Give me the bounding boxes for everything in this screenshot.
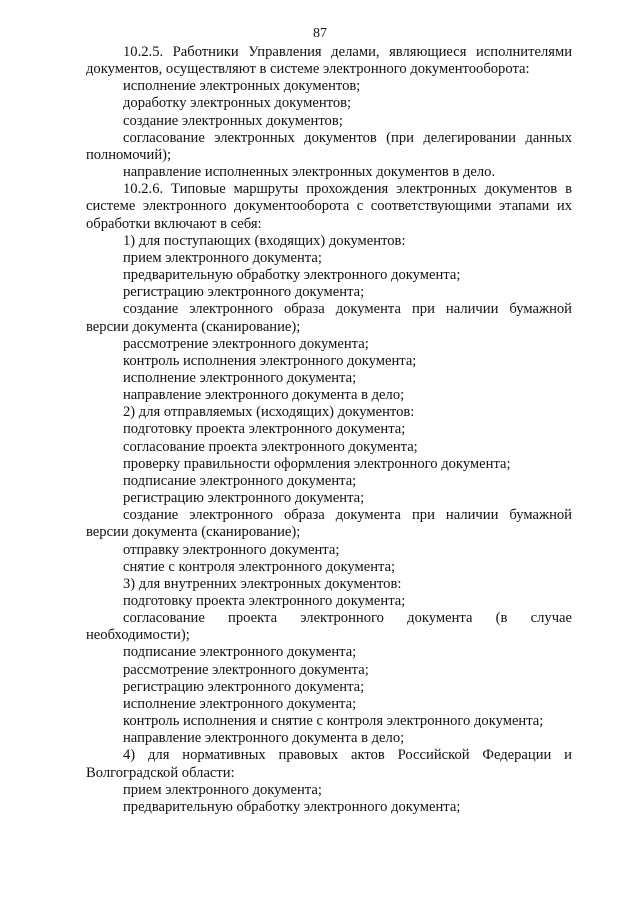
list-item: регистрацию электронного документа; <box>123 678 365 695</box>
list-item: рассмотрение электронного документа; <box>123 661 369 678</box>
list-item: направление исполненных электронных документов в дело. <box>123 164 496 181</box>
list-item: прием электронного документа; <box>123 781 322 798</box>
list-item: согласование проекта электронного документа; <box>123 438 418 455</box>
page-number: 87 <box>313 26 327 41</box>
list-item: отправку электронного документа; <box>123 541 340 558</box>
paragraph-10-2-5: 10.2.5. Работники Управления делами, являющиеся исполнителями документов, осуществляют в системе электронного документооборота: <box>86 44 572 78</box>
list-item: подписание электронного документа; <box>123 644 357 661</box>
subsection-heading-incoming: 1) для поступающих (входящих) документов: <box>123 232 406 249</box>
list-item: контроль исполнения электронного документа; <box>123 352 417 369</box>
list-item: подготовку проекта электронного документа; <box>123 593 406 609</box>
list-item: исполнение электронных документов; <box>123 78 361 95</box>
list-item: исполнение электронного документа; <box>123 369 357 386</box>
list-item: создание электронных документов; <box>123 112 343 129</box>
list-item: создание электронного образа документа при наличии бумажной версии документа (сканирование); <box>86 301 572 335</box>
list-item: предварительную обработку электронного документа; <box>123 798 461 815</box>
subsection-heading-normative-acts: 4) для нормативных правовых актов Российской Федерации и Волгоградской области: <box>86 747 572 781</box>
paragraph-10-2-6: 10.2.6. Типовые маршруты прохождения электронных документов в системе электронного документооборота с соответствующими этапами их обработки включают в себя: <box>86 181 572 232</box>
list-item: согласование электронных документов (при делегировании данных полномочий); <box>86 129 572 163</box>
list-item: направление электронного документа в дело; <box>123 730 405 747</box>
list-item: контроль исполнения и снятие с контроля электронного документа; <box>123 713 544 730</box>
subsection-heading-internal: 3) для внутренних электронных документов: <box>123 575 402 592</box>
list-item: создание электронного образа документа при наличии бумажной версии документа (сканирование); <box>86 507 572 541</box>
list-item: направление электронного документа в дело; <box>123 387 405 404</box>
list-item: подписание электронного документа; <box>123 472 357 489</box>
list-item: подготовку проекта электронного документа; <box>123 421 406 438</box>
list-item: предварительную обработку электронного документа; <box>123 267 461 284</box>
list-item: доработку электронных документов; <box>123 95 352 112</box>
list-item: снятие с контроля электронного документа; <box>123 558 396 575</box>
list-item: регистрацию электронного документа; <box>123 490 365 507</box>
document-body <box>86 44 572 816</box>
list-item: прием электронного документа; <box>123 249 322 266</box>
list-item: рассмотрение электронного документа; <box>123 335 369 352</box>
list-item: регистрацию электронного документа; <box>123 284 365 301</box>
list-item: проверку правильности оформления электронного документа; <box>123 455 511 472</box>
list-item: исполнение электронного документа; <box>123 695 357 712</box>
list-item: согласование проекта электронного документа (в случае необходимости); <box>86 610 572 644</box>
subsection-heading-outgoing: 2) для отправляемых (исходящих) документов: <box>123 404 415 421</box>
